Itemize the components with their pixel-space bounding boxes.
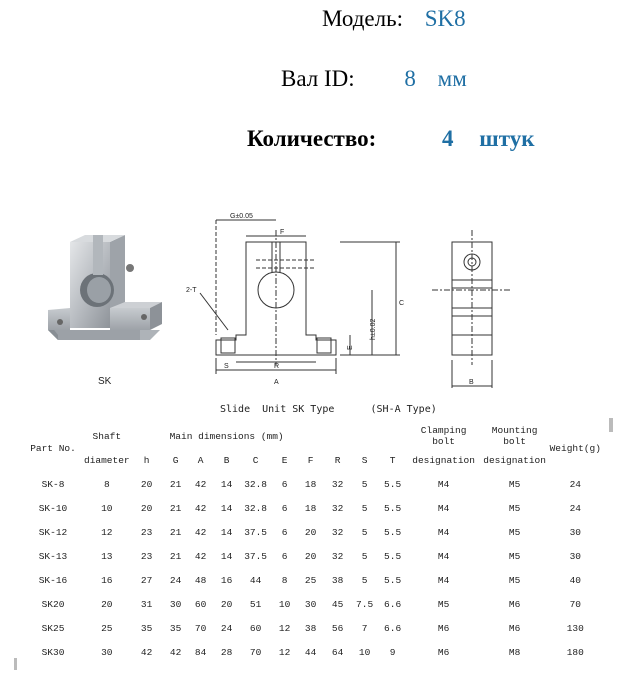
table-cell: SK-10 [38, 502, 68, 514]
table-cell: 37.5 [244, 550, 268, 562]
header-mounting-bolt: Mounting bolt [491, 425, 538, 447]
table-cell: 42 [140, 646, 153, 658]
table-cell: M5 [508, 574, 521, 586]
table-cell: 24 [569, 502, 581, 514]
scroll-mark-left [14, 658, 17, 670]
table-cell: 35 [169, 622, 182, 634]
table-cell: 5.5 [384, 574, 402, 586]
dim-2t: 2-T [186, 287, 197, 294]
table-cell: 5.5 [384, 502, 402, 514]
table-cell: 20 [140, 502, 153, 514]
table-cell: 32 [331, 502, 344, 514]
front-view [200, 220, 400, 374]
table-row [22, 496, 601, 520]
table-cell: 38 [331, 574, 344, 586]
table-cell: 42 [194, 550, 207, 562]
table-cell: 32 [331, 550, 344, 562]
header-clamping-bolt: Clamping bolt [420, 425, 467, 447]
header-col-t: T [389, 454, 396, 466]
table-cell: 20 [304, 550, 317, 562]
table-row [22, 544, 601, 568]
header-shaft: Shaft [92, 430, 122, 442]
table-cell: 6.6 [384, 598, 402, 610]
table-cell: M5 [508, 550, 521, 562]
table-cell: 42 [194, 526, 207, 538]
table-cell: M4 [437, 574, 450, 586]
table-cell: 27 [140, 574, 153, 586]
table-cell: 6 [281, 478, 288, 490]
header-col-h: h [143, 454, 150, 466]
photo-label: SK [98, 376, 112, 387]
table-cell: SK30 [41, 646, 65, 658]
table-cell: SK-13 [38, 550, 68, 562]
table-row [22, 640, 601, 664]
table-cell: 42 [169, 646, 182, 658]
table-cell: 60 [194, 598, 207, 610]
table-cell: 38 [304, 622, 317, 634]
table-cell: SK25 [41, 622, 65, 634]
table-cell: 5 [361, 550, 368, 562]
table-cell: 20 [220, 598, 233, 610]
dim-r: R [274, 363, 280, 370]
table-cell: 6 [281, 526, 288, 538]
table-cell: 30 [304, 598, 317, 610]
table-cell: 7.5 [356, 598, 374, 610]
table-cell: 23 [140, 550, 153, 562]
header-col-e: E [281, 454, 288, 466]
table-cell: 48 [194, 574, 207, 586]
table-cell: 180 [566, 646, 584, 658]
dim-s: S [224, 363, 229, 370]
dim-e: E [347, 345, 354, 350]
table-cell: M4 [437, 526, 450, 538]
table-cell: 5.5 [384, 478, 402, 490]
header-part-no: Part No. [30, 442, 76, 454]
table-cell: 5.5 [384, 526, 402, 538]
table-cell: 20 [101, 598, 113, 610]
table-cell: M4 [437, 502, 450, 514]
header-col-b: B [223, 454, 230, 466]
table-cell: 14 [220, 526, 233, 538]
table-cell: 37.5 [244, 526, 268, 538]
table-cell: M5 [437, 598, 450, 610]
table-cell: 51 [249, 598, 262, 610]
table-cell: 70 [194, 622, 207, 634]
table-cell: 25 [101, 622, 113, 634]
table-cell: 70 [569, 598, 581, 610]
table-cell: 32 [331, 526, 344, 538]
table-cell: 16 [101, 574, 113, 586]
table-cell: 32.8 [244, 478, 268, 490]
table-cell: 9 [389, 646, 396, 658]
table-cell: 60 [249, 622, 262, 634]
dim-h: h±0.02 [370, 318, 377, 340]
quantity-label: Количество: [247, 126, 377, 151]
table-cell: M5 [508, 478, 521, 490]
table-cell: 8 [103, 478, 110, 490]
table-cell: 21 [169, 478, 182, 490]
table-cell: M6 [437, 622, 450, 634]
header-col-s: S [361, 454, 368, 466]
table-cell: SK-8 [41, 478, 65, 490]
table-cell: 13 [101, 550, 113, 562]
table-cell: SK-12 [38, 526, 68, 538]
header-col-f: F [307, 454, 314, 466]
table-cell: 21 [169, 502, 182, 514]
table-cell: 25 [304, 574, 317, 586]
table-cell: 31 [140, 598, 153, 610]
table-cell: 8 [281, 574, 288, 586]
table-cell: 30 [169, 598, 182, 610]
table-cell: 10 [101, 502, 113, 514]
table-cell: 56 [331, 622, 344, 634]
technical-drawing [0, 190, 638, 400]
spec-table [22, 424, 601, 664]
shaft-label: Вал ID: [281, 66, 355, 91]
table-cell: 30 [569, 526, 581, 538]
header-col-c: C [252, 454, 259, 466]
table-cell: M5 [508, 526, 521, 538]
table-cell: 12 [278, 646, 291, 658]
table-cell: 10 [358, 646, 371, 658]
shaft-unit: мм [437, 66, 467, 91]
table-cell: 44 [249, 574, 262, 586]
table-cell: 7 [361, 622, 368, 634]
header-diameter: diameter [84, 454, 130, 466]
table-row [22, 472, 601, 496]
header-mount-designation: designation [483, 454, 546, 466]
dim-g: G±0.05 [230, 213, 253, 220]
table-row [22, 520, 601, 544]
table-cell: 32 [331, 478, 344, 490]
scroll-mark [609, 418, 613, 432]
header-clamp-designation: designation [412, 454, 475, 466]
table-cell: M4 [437, 550, 450, 562]
table-row [22, 592, 601, 616]
table-cell: M8 [508, 646, 521, 658]
table-cell: M6 [508, 622, 521, 634]
table-cell: 18 [304, 502, 317, 514]
dim-f: F [280, 229, 285, 236]
table-cell: 24 [569, 478, 581, 490]
table-cell: SK20 [41, 598, 65, 610]
table-cell: 42 [194, 502, 207, 514]
table-cell: 14 [220, 502, 233, 514]
table-cell: M6 [437, 646, 450, 658]
table-cell: 23 [140, 526, 153, 538]
table-cell: 18 [304, 478, 317, 490]
shaft-line [281, 66, 467, 92]
table-cell: 10 [278, 598, 291, 610]
table-cell: 12 [101, 526, 113, 538]
table-cell: 32.8 [244, 502, 268, 514]
dim-a: A [274, 379, 279, 386]
model-value: SK8 [424, 6, 466, 31]
quantity-line [247, 126, 534, 152]
table-cell: 12 [278, 622, 291, 634]
table-row [22, 568, 601, 592]
table-row [22, 616, 601, 640]
table-cell: 6.6 [384, 622, 402, 634]
table-cell: 70 [249, 646, 262, 658]
table-cell: M4 [437, 478, 450, 490]
table-cell: 20 [140, 478, 153, 490]
table-cell: 6 [281, 502, 288, 514]
header-col-r: R [334, 454, 341, 466]
table-cell: M5 [508, 502, 521, 514]
dim-c: C [399, 300, 405, 307]
spec-table-body [22, 472, 601, 664]
table-cell: 5 [361, 574, 368, 586]
table-cell: 130 [566, 622, 584, 634]
table-cell: 5.5 [384, 550, 402, 562]
table-cell: 24 [220, 622, 233, 634]
table-cell: 30 [101, 646, 113, 658]
model-label: Модель: [322, 6, 403, 31]
table-cell: 21 [169, 526, 182, 538]
table-cell: 42 [194, 478, 207, 490]
caption: Slide Unit SK Type (SH-A Type) [220, 404, 437, 415]
table-cell: 45 [331, 598, 344, 610]
table-cell: 40 [569, 574, 581, 586]
table-cell: SK-16 [38, 574, 68, 586]
table-cell: 35 [140, 622, 153, 634]
table-cell: 24 [169, 574, 182, 586]
table-cell: 20 [304, 526, 317, 538]
table-cell: 21 [169, 550, 182, 562]
table-cell: 5 [361, 502, 368, 514]
quantity-value: 4 [442, 126, 454, 151]
table-cell: 5 [361, 526, 368, 538]
quantity-unit: штук [479, 126, 535, 151]
header-main-dimensions: Main dimensions (mm) [169, 430, 284, 442]
header-weight: Weight(g) [549, 442, 601, 454]
table-cell: 28 [220, 646, 233, 658]
table-cell: 5 [361, 478, 368, 490]
table-cell: M6 [508, 598, 521, 610]
table-cell: 44 [304, 646, 317, 658]
model-line [322, 6, 466, 32]
table-cell: 16 [220, 574, 233, 586]
table-cell: 14 [220, 550, 233, 562]
table-cell: 6 [281, 550, 288, 562]
table-cell: 64 [331, 646, 344, 658]
table-cell: 14 [220, 478, 233, 490]
table-cell: 30 [569, 550, 581, 562]
shaft-value: 8 [404, 66, 416, 91]
header-col-g: G [172, 454, 179, 466]
product-photo [48, 235, 162, 340]
side-view [432, 230, 512, 388]
header-col-a: A [197, 454, 204, 466]
dim-b: B [469, 379, 474, 386]
table-cell: 84 [194, 646, 207, 658]
